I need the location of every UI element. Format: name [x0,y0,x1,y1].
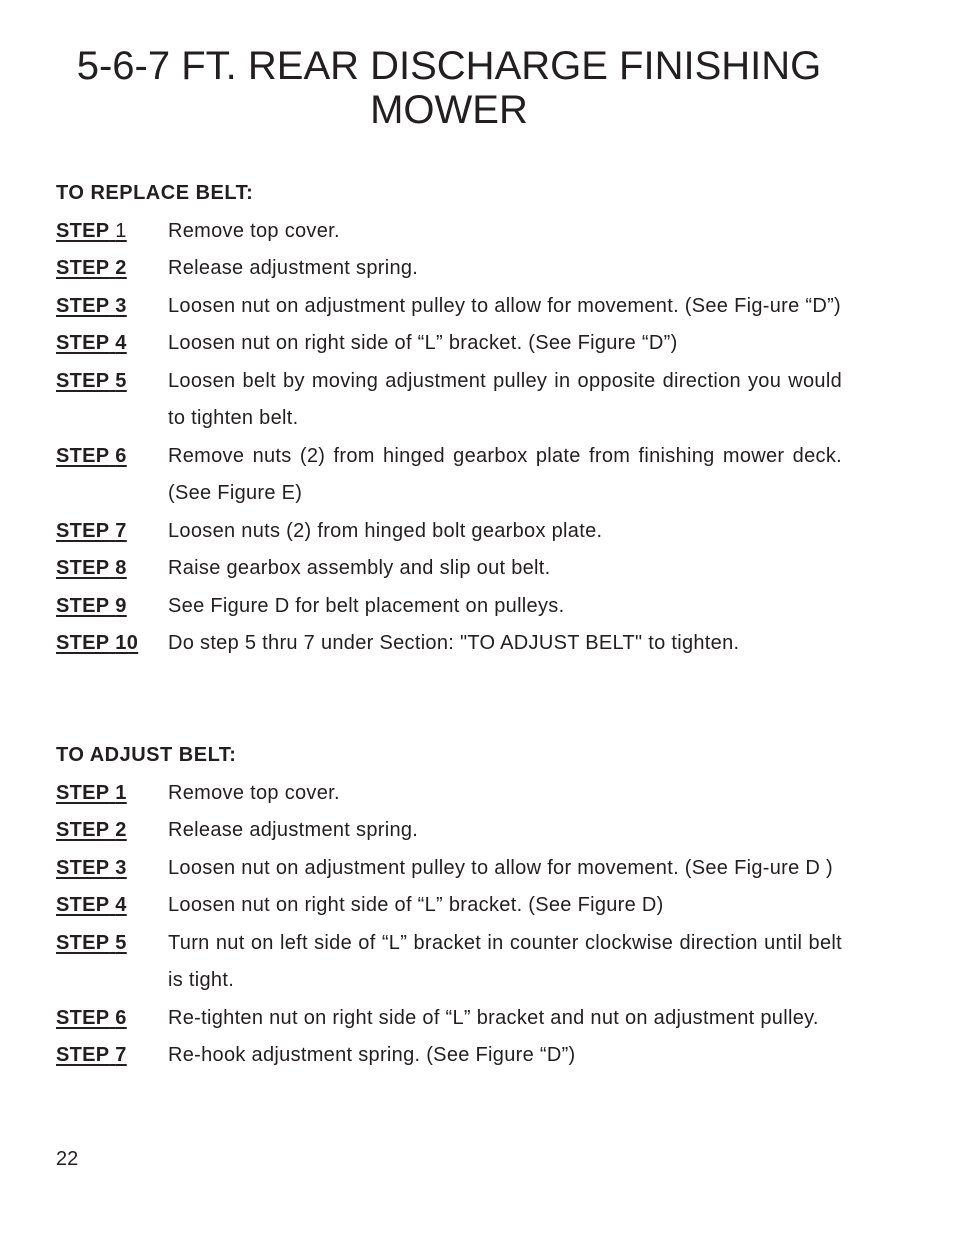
step-text: Loosen nut on adjustment pulley to allow for movement. (See Fig-ure “D”) [168,294,842,317]
step-label-number: 4 [115,894,127,916]
step-label-word: STEP [56,519,110,542]
step-label [56,887,168,925]
step-label-word: STEP [56,369,110,392]
step-text: Loosen nut on right side of “L” bracket. (See Figure “D”) [168,332,678,354]
step-label-number: 10 [115,632,139,654]
replace-belt-step-7 [56,513,842,551]
step-label-word: STEP [56,219,110,242]
step-label [56,325,168,363]
step-label [56,588,168,626]
step-label [56,550,168,588]
step-text: Raise gearbox assembly and slip out belt. [168,557,551,579]
step-text: Loosen nuts (2) from hinged bolt gearbox plate. [168,519,603,542]
step-label-number: 1 [115,219,127,242]
replace-belt-steps [56,213,842,663]
step-label-number: 9 [115,594,127,617]
step-label-number: 2 [115,257,127,279]
step-label-word: STEP [56,894,110,916]
step-label [56,925,168,963]
step-label-word: STEP [56,632,110,654]
step-text: Re-hook adjustment spring. (See Figure “D”) [168,1044,576,1066]
step-text: Release adjustment spring. [168,819,419,841]
adjust-belt-step-1 [56,775,842,813]
step-label [56,288,168,326]
step-label-number: 1 [115,781,127,804]
step-label-number: 2 [115,819,127,841]
step-label [56,250,168,288]
step-text: Release adjustment spring. [168,257,419,279]
step-text: Remove top cover. [168,781,340,804]
step-label-number: 5 [115,369,127,392]
step-text: Turn nut on left side of “L” bracket in counter clockwise direction until belt is tight. [168,931,842,991]
replace-belt-step-4 [56,325,842,363]
step-label-number: 8 [115,557,127,579]
adjust-belt-step-5 [56,925,842,1000]
adjust-belt-step-3 [56,850,842,888]
replace-belt-section [56,175,842,663]
step-label [56,625,168,663]
page-title [0,44,898,132]
step-label-number: 6 [115,444,127,467]
step-text: Loosen belt by moving adjustment pulley in opposite direction you would to tighten belt. [168,369,842,429]
replace-belt-step-5 [56,363,842,438]
replace-belt-step-3 [56,288,842,326]
step-label [56,438,168,476]
step-label-word: STEP [56,931,110,954]
replace-belt-step-2 [56,250,842,288]
adjust-belt-step-2 [56,812,842,850]
step-label [56,1037,168,1075]
step-text: Do step 5 thru 7 under Section: "TO ADJUST BELT" to tighten. [168,632,740,654]
step-label-number: 5 [115,931,127,954]
step-label [56,1000,168,1038]
step-label [56,775,168,813]
step-label-word: STEP [56,856,110,879]
page-number: 22 [56,1148,79,1170]
step-text: Remove nuts (2) from hinged gearbox plate from finishing mower deck. (See Figure E) [168,444,842,504]
step-label-number: 3 [115,294,127,317]
step-label [56,213,168,251]
step-label-word: STEP [56,781,110,804]
adjust-belt-heading: TO ADJUST BELT: [56,744,237,766]
step-label-number: 7 [115,519,127,542]
step-label [56,850,168,888]
step-text: Loosen nut on right side of “L” bracket. (See Figure D) [168,894,664,916]
step-label [56,513,168,551]
step-text: Loosen nut on adjustment pulley to allow for movement. (See Fig-ure D ) [168,856,833,879]
adjust-belt-step-6 [56,1000,842,1038]
step-label [56,812,168,850]
step-label-word: STEP [56,819,110,841]
replace-belt-heading: TO REPLACE BELT: [56,182,254,204]
step-label-word: STEP [56,557,110,579]
step-text: See Figure D for belt placement on pulleys. [168,594,565,617]
step-label-number: 7 [115,1044,127,1066]
page-title-line-1: 5-6-7 FT. REAR DISCHARGE FINISHING [76,44,822,88]
replace-belt-step-9 [56,588,842,626]
step-label-word: STEP [56,1006,110,1029]
step-label-number: 3 [115,856,127,879]
adjust-belt-step-7 [56,1037,842,1075]
step-text: Re-tighten nut on right side of “L” bracket and nut on adjustment pulley. [168,1006,819,1029]
replace-belt-step-6 [56,438,842,513]
step-text: Remove top cover. [168,219,340,242]
step-label-number: 6 [115,1006,127,1029]
step-label-number: 4 [115,332,127,354]
step-label-word: STEP [56,294,110,317]
step-label-word: STEP [56,594,110,617]
replace-belt-step-10 [56,625,842,663]
replace-belt-step-1 [56,213,842,251]
step-label-word: STEP [56,1044,110,1066]
page-title-line-2: MOWER [370,88,528,132]
replace-belt-step-8 [56,550,842,588]
step-label [56,363,168,401]
adjust-belt-step-4 [56,887,842,925]
step-label-word: STEP [56,257,110,279]
step-label-word: STEP [56,332,110,354]
step-label-word: STEP [56,444,110,467]
adjust-belt-steps [56,775,842,1075]
adjust-belt-section [56,737,842,1075]
